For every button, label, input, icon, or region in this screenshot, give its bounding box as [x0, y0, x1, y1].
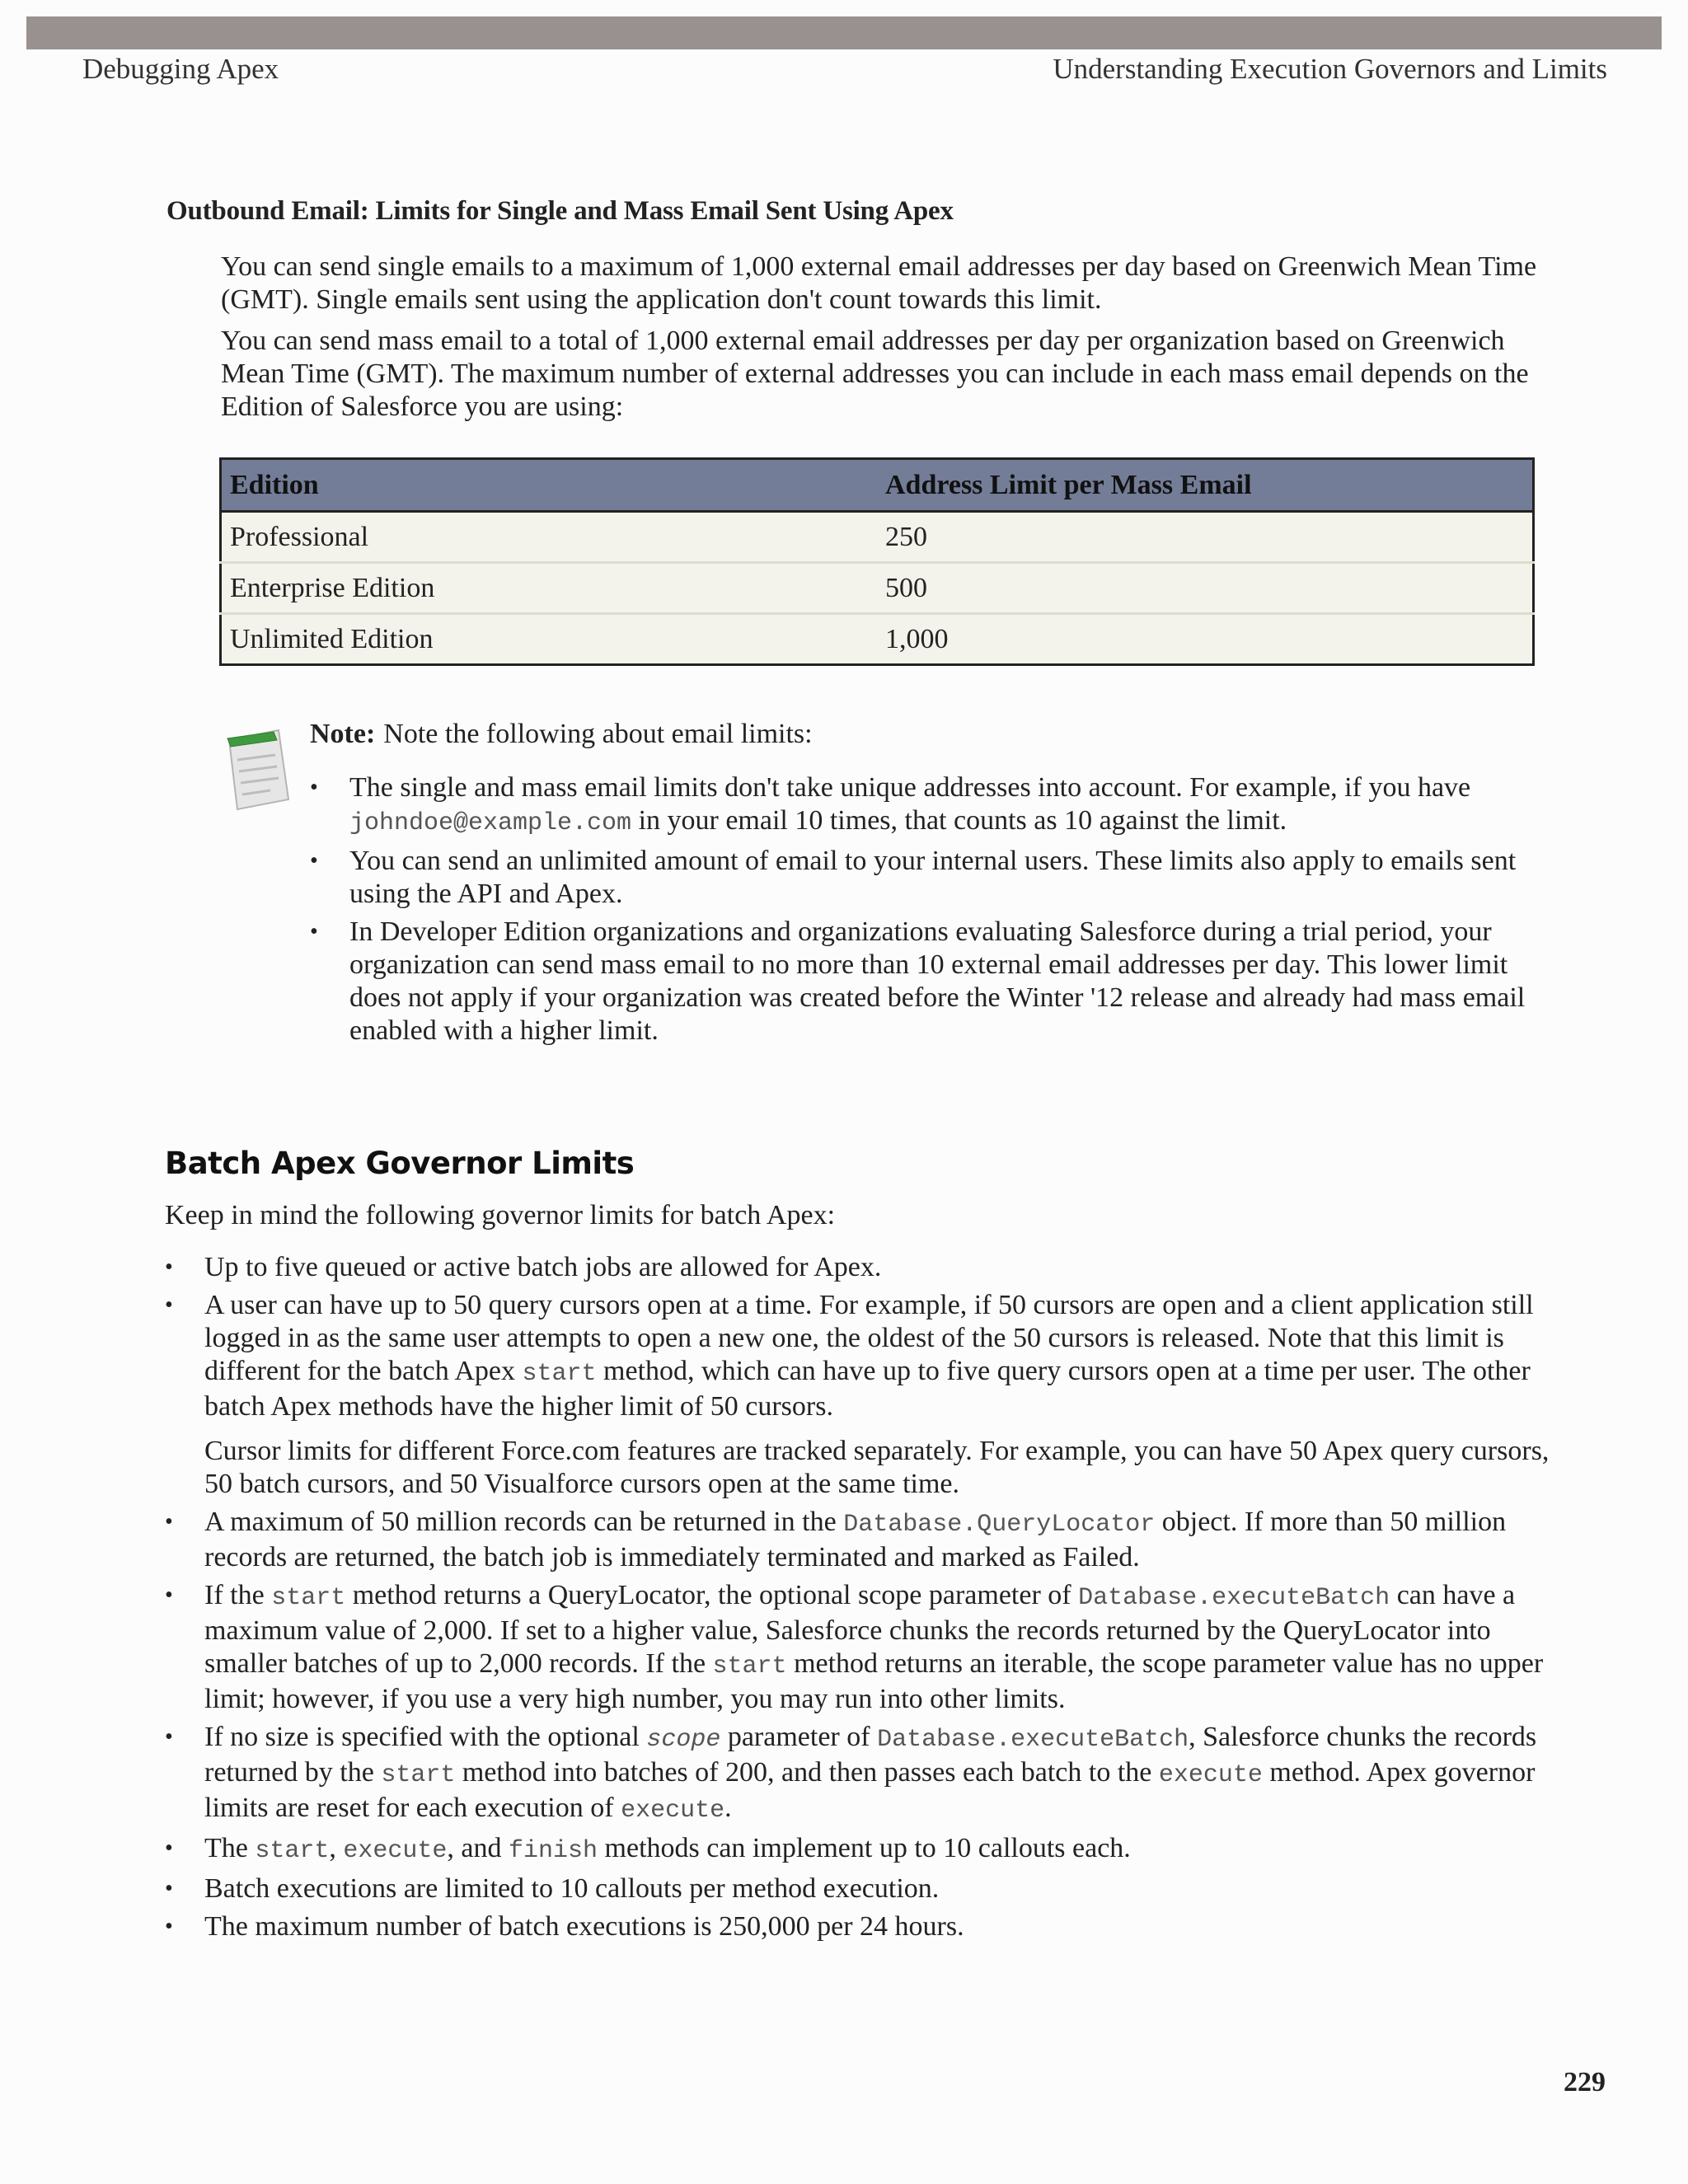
note-icon	[224, 724, 290, 814]
note-label: Note:	[310, 719, 376, 749]
list-item: • Batch executions are limited to 10 callouts per method execution.	[165, 1872, 1550, 1905]
inline-code: start	[522, 1360, 597, 1388]
table-cell: 500	[877, 563, 1534, 614]
column-header-limit: Address Limit per Mass Email	[877, 459, 1534, 512]
note-heading	[310, 719, 813, 750]
table-cell: 250	[877, 512, 1534, 563]
header-bar	[26, 16, 1662, 49]
inline-code: johndoe@example.com	[349, 809, 632, 837]
list-item: • The single and mass email limits don't take unique addresses into account. For example, if you have johndoe@example.com in your email 10 times, that counts as 10 against the limit.	[310, 771, 1538, 840]
running-header-right: Understanding Execution Governors and Limits	[1053, 53, 1607, 85]
list-item: • If no size is specified with the optional scope parameter of Database.executeBatch, Salesforce chunks the records returned by the start method into batches of 200, and then passes each batch to the execute method. Apex governor limits are reset for each execution of execute.	[165, 1721, 1550, 1827]
table-row	[221, 512, 1534, 563]
list-item: • A maximum of 50 million records can be returned in the Database.QueryLocator object. If more than 50 million records are returned, the batch job is immediately terminated and marked as Failed.	[165, 1506, 1550, 1574]
note-text: Note the following about email limits:	[383, 719, 813, 749]
list-item: • If the start method returns a QueryLocator, the optional scope parameter of Database.executeBatch can have a maximum value of 2,000. If set to a higher value, Salesforce chunks the records returned by the QueryLocator into smaller batches of up to 2,000 records. If the start method returns an iterable, the scope parameter value has no upper limit; however, if you use a very high number, you may run into other limits.	[165, 1579, 1550, 1716]
section-title: Outbound Email: Limits for Single and Mass Email Sent Using Apex	[166, 196, 954, 226]
note-list	[310, 771, 1538, 1052]
inline-code: start	[255, 1837, 330, 1865]
paragraph-single-email: You can send single emails to a maximum of 1,000 external email addresses per day based on Greenwich Mean Time (GMT). Single emails sent using the application don't count towards this limit.	[221, 251, 1537, 315]
list-item: • The start, execute, and finish methods can implement up to 10 callouts each.	[165, 1832, 1550, 1868]
table-cell: Enterprise Edition	[221, 563, 878, 614]
list-item: • Up to five queued or active batch jobs are allowed for Apex.	[165, 1251, 1550, 1284]
list-item: • You can send an unlimited amount of email to your internal users. These limits also apply to emails sent using the API and Apex.	[310, 845, 1538, 911]
inline-code: execute	[1158, 1761, 1263, 1789]
table-row	[221, 614, 1534, 665]
list-item: • A user can have up to 50 query cursors open at a time. For example, if 50 cursors are open and a client application still logged in as the same user attempts to open a new one, the oldest of the 50 cursors is released. Note that this limit is different for the batch Apex start method, which can have up to five query cursors open at a time per user. The other batch Apex methods have the higher limit of 50 cursors. Cursor limits for different Force.com features are tracked separately. For example, you can have 50 Apex query cursors, 50 batch cursors, and 50 Visualforce cursors open at the same time.	[165, 1289, 1550, 1501]
page-number: 229	[1564, 2067, 1606, 2097]
list-item: • The maximum number of batch executions is 250,000 per 24 hours.	[165, 1910, 1550, 1943]
batch-limits-list	[165, 1251, 1550, 1948]
inline-code: Database.executeBatch	[1078, 1584, 1390, 1612]
inline-code: execute	[343, 1837, 448, 1865]
list-item: • In Developer Edition organizations and organizations evaluating Salesforce during a trial period, your organization can send mass email to no more than 10 external email addresses per day. This lower limit does not apply if your organization was created before the Winter '12 release and already had mass email enabled with a higher limit.	[310, 916, 1538, 1047]
inline-code: start	[712, 1652, 787, 1680]
email-limits-table	[219, 457, 1535, 666]
paragraph-mass-email: You can send mass email to a total of 1,000 external email addresses per day per organization based on Greenwich Mean Time (GMT). The maximum number of external addresses you can include in each mass email depends on the Edition of Salesforce you are using:	[221, 326, 1529, 422]
inline-code: start	[381, 1761, 456, 1789]
inline-code: scope	[646, 1726, 721, 1754]
table-header-row	[221, 459, 1534, 512]
table-row	[221, 563, 1534, 614]
inline-code: Database.executeBatch	[877, 1726, 1189, 1754]
table-cell: Professional	[221, 512, 878, 563]
inline-code: execute	[621, 1797, 725, 1825]
running-header-left: Debugging Apex	[82, 53, 279, 85]
inline-code: start	[271, 1584, 346, 1612]
list-item-subparagraph: Cursor limits for different Force.com features are tracked separately. For example, you can have 50 Apex query cursors, 50 batch cursors, and 50 Visualforce cursors open at the same time.	[204, 1436, 1550, 1499]
inline-code: Database.QueryLocator	[843, 1511, 1156, 1539]
column-header-edition: Edition	[221, 459, 878, 512]
inline-code: finish	[509, 1837, 598, 1865]
table-cell: Unlimited Edition	[221, 614, 878, 665]
table-cell: 1,000	[877, 614, 1534, 665]
batch-section-heading: Batch Apex Governor Limits	[165, 1146, 635, 1181]
batch-intro: Keep in mind the following governor limits for batch Apex:	[165, 1200, 836, 1230]
